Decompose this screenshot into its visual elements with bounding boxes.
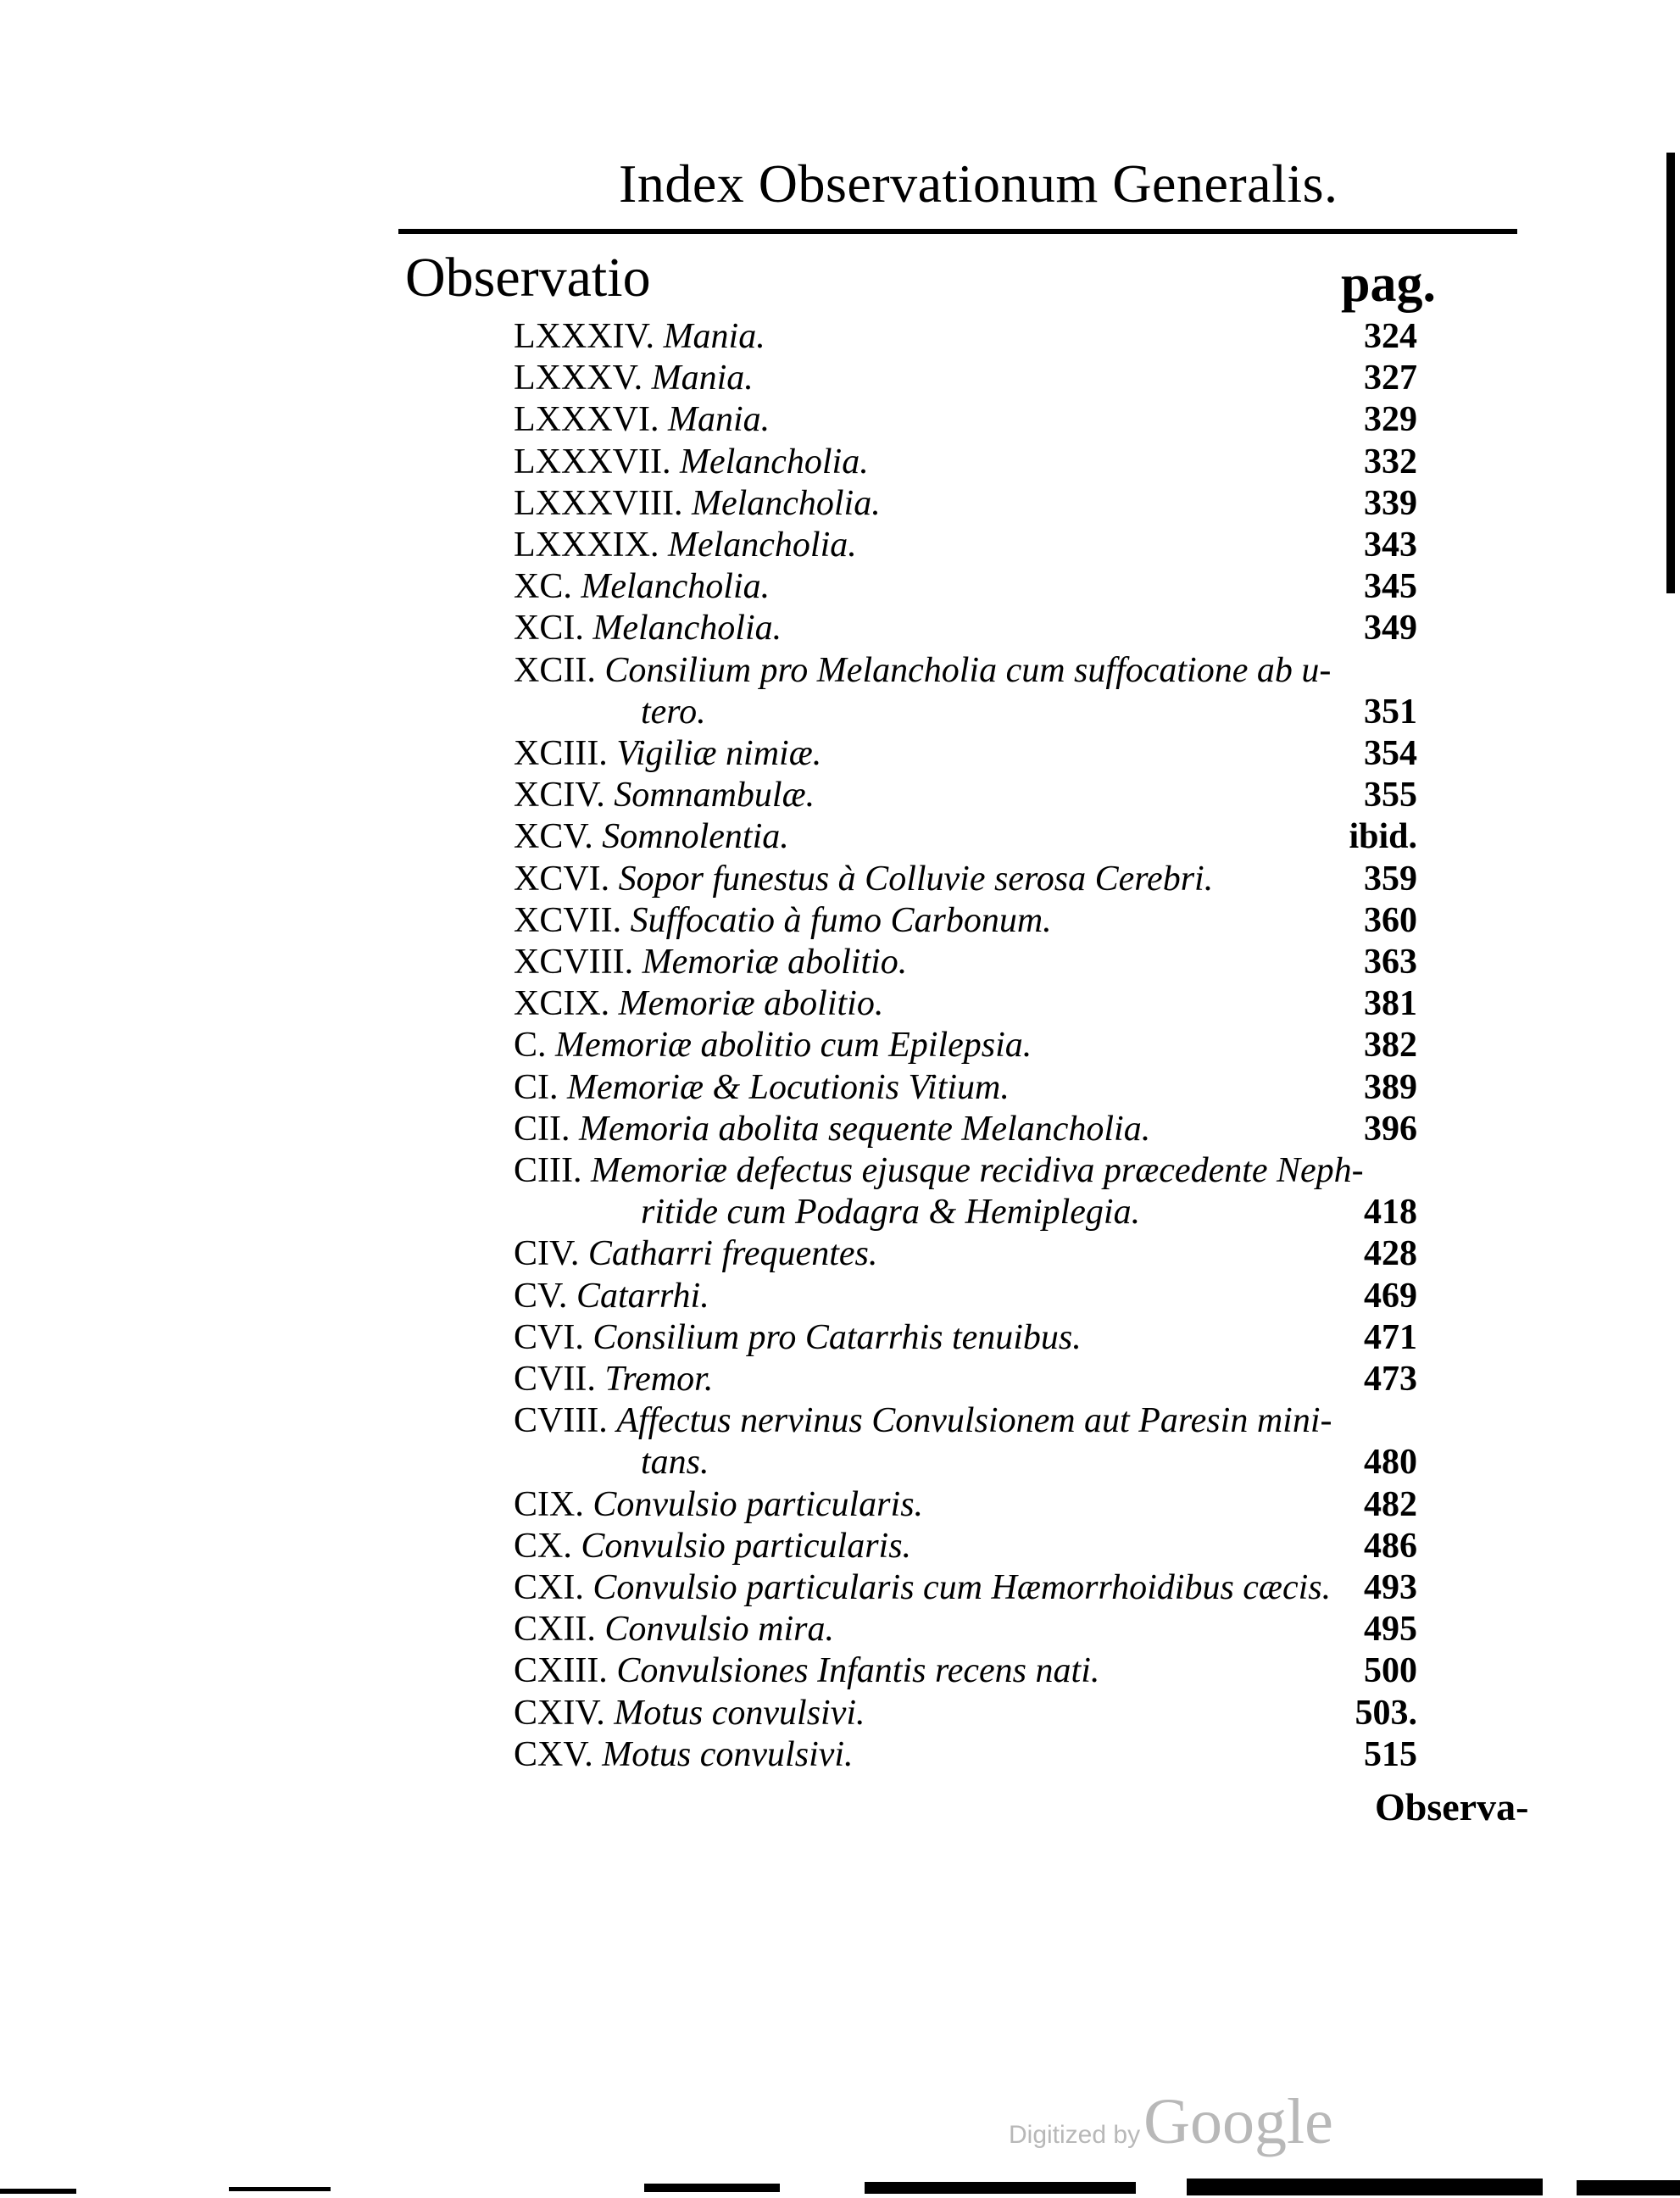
entry-number: XCV.	[514, 817, 593, 856]
entry-number: CVII.	[514, 1360, 596, 1399]
index-entry	[514, 357, 1417, 399]
entry-title: Consilium pro Catarrhis tenuibus.	[592, 1318, 1082, 1357]
entry-title: Sopor funestus à Colluvie serosa Cerebri.	[618, 860, 1214, 899]
entry-title: Convulsio particularis.	[592, 1485, 924, 1524]
entry-number: LXXXV.	[514, 359, 643, 398]
index-entry	[514, 1275, 1417, 1317]
entry-number: CVIII.	[514, 1401, 608, 1440]
index-entry	[641, 1441, 1417, 1483]
index-entry	[514, 815, 1417, 858]
entry-title: Melancholia.	[667, 526, 857, 565]
entry-page-number: 349	[1364, 609, 1417, 648]
entry-title: Memoria abolita sequente Melancholia.	[579, 1110, 1151, 1149]
entry-title: Motus convulsivi.	[602, 1735, 854, 1774]
entry-page-number: 515	[1364, 1735, 1417, 1774]
index-entry	[514, 1650, 1417, 1692]
index-entry	[514, 774, 1417, 816]
entry-page-number: 495	[1364, 1610, 1417, 1649]
entry-number: XCI.	[514, 609, 584, 648]
entry-number: XCVI.	[514, 860, 610, 899]
entry-number: XCVIII.	[514, 943, 634, 982]
scan-edge-mark	[1666, 153, 1675, 593]
entry-title: Convulsio particularis.	[581, 1527, 912, 1566]
index-entry	[514, 607, 1417, 649]
entry-title: Memoriæ defectus ejusque recidiva præcedente Neph-	[590, 1151, 1364, 1190]
entry-number: LXXXIV.	[514, 317, 655, 356]
entry-number: CXV.	[514, 1735, 593, 1774]
entry-number: XCVII.	[514, 901, 622, 940]
entry-title: Melancholia.	[581, 567, 770, 606]
index-entry	[514, 1608, 1417, 1650]
entry-title: Somnambulæ.	[614, 776, 815, 815]
entry-page-number: 428	[1364, 1234, 1417, 1273]
entry-page-number: 343	[1364, 526, 1417, 565]
entry-page-number: 471	[1364, 1318, 1417, 1357]
entry-number: CXIV.	[514, 1694, 605, 1733]
entry-page-number: 363	[1364, 943, 1417, 982]
entry-title: Consilium pro Melancholia cum suffocatione ab u-	[604, 651, 1332, 690]
entry-number: CV.	[514, 1277, 568, 1316]
digitized-watermark	[1009, 2085, 1333, 2159]
entry-number: XCIX.	[514, 984, 610, 1023]
entry-number: CIII.	[514, 1151, 582, 1190]
entry-number: CX.	[514, 1527, 572, 1566]
entry-page-number: 396	[1364, 1110, 1417, 1149]
entry-number: CVI.	[514, 1318, 584, 1357]
entry-number: CXI.	[514, 1568, 584, 1607]
entry-title: Memoriæ & Locutionis Vitium.	[567, 1068, 1010, 1107]
index-entry	[514, 1316, 1417, 1359]
entry-number: C.	[514, 1026, 547, 1065]
entry-number: XCII.	[514, 651, 596, 690]
entry-page-number: 482	[1364, 1485, 1417, 1524]
entry-number: CIX.	[514, 1485, 584, 1524]
index-entry	[514, 441, 1417, 483]
entry-page-number: 480	[1364, 1443, 1417, 1482]
entry-number: CI.	[514, 1068, 559, 1107]
index-entry	[514, 982, 1417, 1025]
column-heading-observatio: Observatio	[405, 247, 651, 309]
scan-bottom-noise	[0, 2177, 1680, 2198]
entry-title: Catarrhi.	[576, 1277, 709, 1316]
entry-title: Somnolentia.	[602, 817, 789, 856]
index-entry	[514, 1024, 1417, 1066]
index-entry	[514, 899, 1417, 942]
entry-page-number: ibid.	[1349, 817, 1417, 856]
entry-number: LXXXVIII.	[514, 484, 683, 523]
entry-page-number: 473	[1364, 1360, 1417, 1399]
entry-title: tans.	[641, 1443, 709, 1482]
entry-title: Mania.	[667, 400, 770, 439]
entry-title: Suffocatio à fumo Carbonum.	[630, 901, 1052, 940]
entry-number: CXIII.	[514, 1651, 608, 1690]
index-entry	[514, 1566, 1417, 1609]
entry-number: CIV.	[514, 1234, 580, 1273]
entry-page-number: 355	[1364, 776, 1417, 815]
index-entry	[514, 1358, 1417, 1400]
entry-title: ritide cum Podagra & Hemiplegia.	[641, 1193, 1141, 1232]
entry-page-number: 503.	[1355, 1694, 1417, 1733]
entry-page-number: 493	[1364, 1568, 1417, 1607]
entry-title: Mania.	[663, 317, 765, 356]
index-entry	[514, 565, 1417, 608]
page-title: Index Observationum Generalis.	[619, 153, 1338, 214]
entry-title: Convulsio mira.	[604, 1610, 835, 1649]
index-entry	[514, 1733, 1417, 1776]
entry-page-number: 329	[1364, 400, 1417, 439]
index-entry	[514, 315, 1417, 358]
entry-title: Catharri frequentes.	[587, 1234, 878, 1273]
index-entry	[514, 941, 1417, 983]
entry-title: Convulsio particularis cum Hæmorrhoidibus cæcis.	[592, 1568, 1332, 1607]
header-rule	[398, 229, 1517, 234]
watermark-prefix: Digitized by	[1009, 2121, 1141, 2149]
entry-number: XCIII.	[514, 734, 608, 773]
entry-page-number: 354	[1364, 734, 1417, 773]
entry-page-number: 339	[1364, 484, 1417, 523]
entry-page-number: 332	[1364, 442, 1417, 481]
index-entry	[514, 524, 1417, 566]
index-entry	[514, 649, 1417, 692]
entry-title: Memoriæ abolitio.	[642, 943, 908, 982]
entry-title: Tremor.	[604, 1360, 714, 1399]
entry-title: Memoriæ abolitio cum Epilepsia.	[555, 1026, 1032, 1065]
index-entry	[641, 1191, 1417, 1233]
entry-number: XCIV.	[514, 776, 605, 815]
entry-page-number: 418	[1364, 1193, 1417, 1232]
entry-title: Motus convulsivi.	[614, 1694, 865, 1733]
entry-title: Convulsiones Infantis recens nati.	[616, 1651, 1100, 1690]
index-entry	[514, 1692, 1417, 1734]
entry-title: Vigiliæ nimiæ.	[616, 734, 822, 773]
entry-page-number: 500	[1364, 1651, 1417, 1690]
entry-page-number: 381	[1364, 984, 1417, 1023]
index-entry	[514, 1525, 1417, 1567]
column-heading-page: pag.	[1341, 255, 1436, 313]
entry-page-number: 324	[1364, 317, 1417, 356]
entry-page-number: 389	[1364, 1068, 1417, 1107]
entry-page-number: 382	[1364, 1026, 1417, 1065]
entry-page-number: 486	[1364, 1527, 1417, 1566]
entry-page-number: 351	[1364, 693, 1417, 732]
index-entry	[514, 858, 1417, 900]
entry-number: LXXXVI.	[514, 400, 659, 439]
entry-title: Melancholia.	[592, 609, 782, 648]
index-entry	[514, 732, 1417, 775]
index-entry	[514, 1108, 1417, 1150]
entry-number: LXXXVII.	[514, 442, 671, 481]
entry-title: Memoriæ abolitio.	[618, 984, 884, 1023]
index-entry	[641, 691, 1417, 733]
entry-title: Affectus nervinus Convulsionem aut Paresin mini-	[616, 1401, 1332, 1440]
entry-page-number: 360	[1364, 901, 1417, 940]
index-entry	[514, 482, 1417, 525]
entry-title: Melancholia.	[691, 484, 881, 523]
entry-page-number: 345	[1364, 567, 1417, 606]
catchword: Observa-	[1375, 1785, 1529, 1828]
entry-title: tero.	[641, 693, 706, 732]
index-entry	[514, 1149, 1417, 1192]
entry-page-number: 359	[1364, 860, 1417, 899]
index-entry	[514, 1233, 1417, 1275]
entry-number: CXII.	[514, 1610, 596, 1649]
index-entry	[514, 1399, 1417, 1442]
entry-page-number: 327	[1364, 359, 1417, 398]
index-entry	[514, 398, 1417, 441]
entry-title: Melancholia.	[679, 442, 869, 481]
entry-title: Mania.	[651, 359, 754, 398]
watermark-brand: Google	[1143, 2086, 1333, 2157]
entry-number: XC.	[514, 567, 572, 606]
entry-number: LXXXIX.	[514, 526, 659, 565]
entry-page-number: 469	[1364, 1277, 1417, 1316]
entry-number: CII.	[514, 1110, 570, 1149]
index-entry	[514, 1483, 1417, 1526]
index-entry	[514, 1066, 1417, 1109]
